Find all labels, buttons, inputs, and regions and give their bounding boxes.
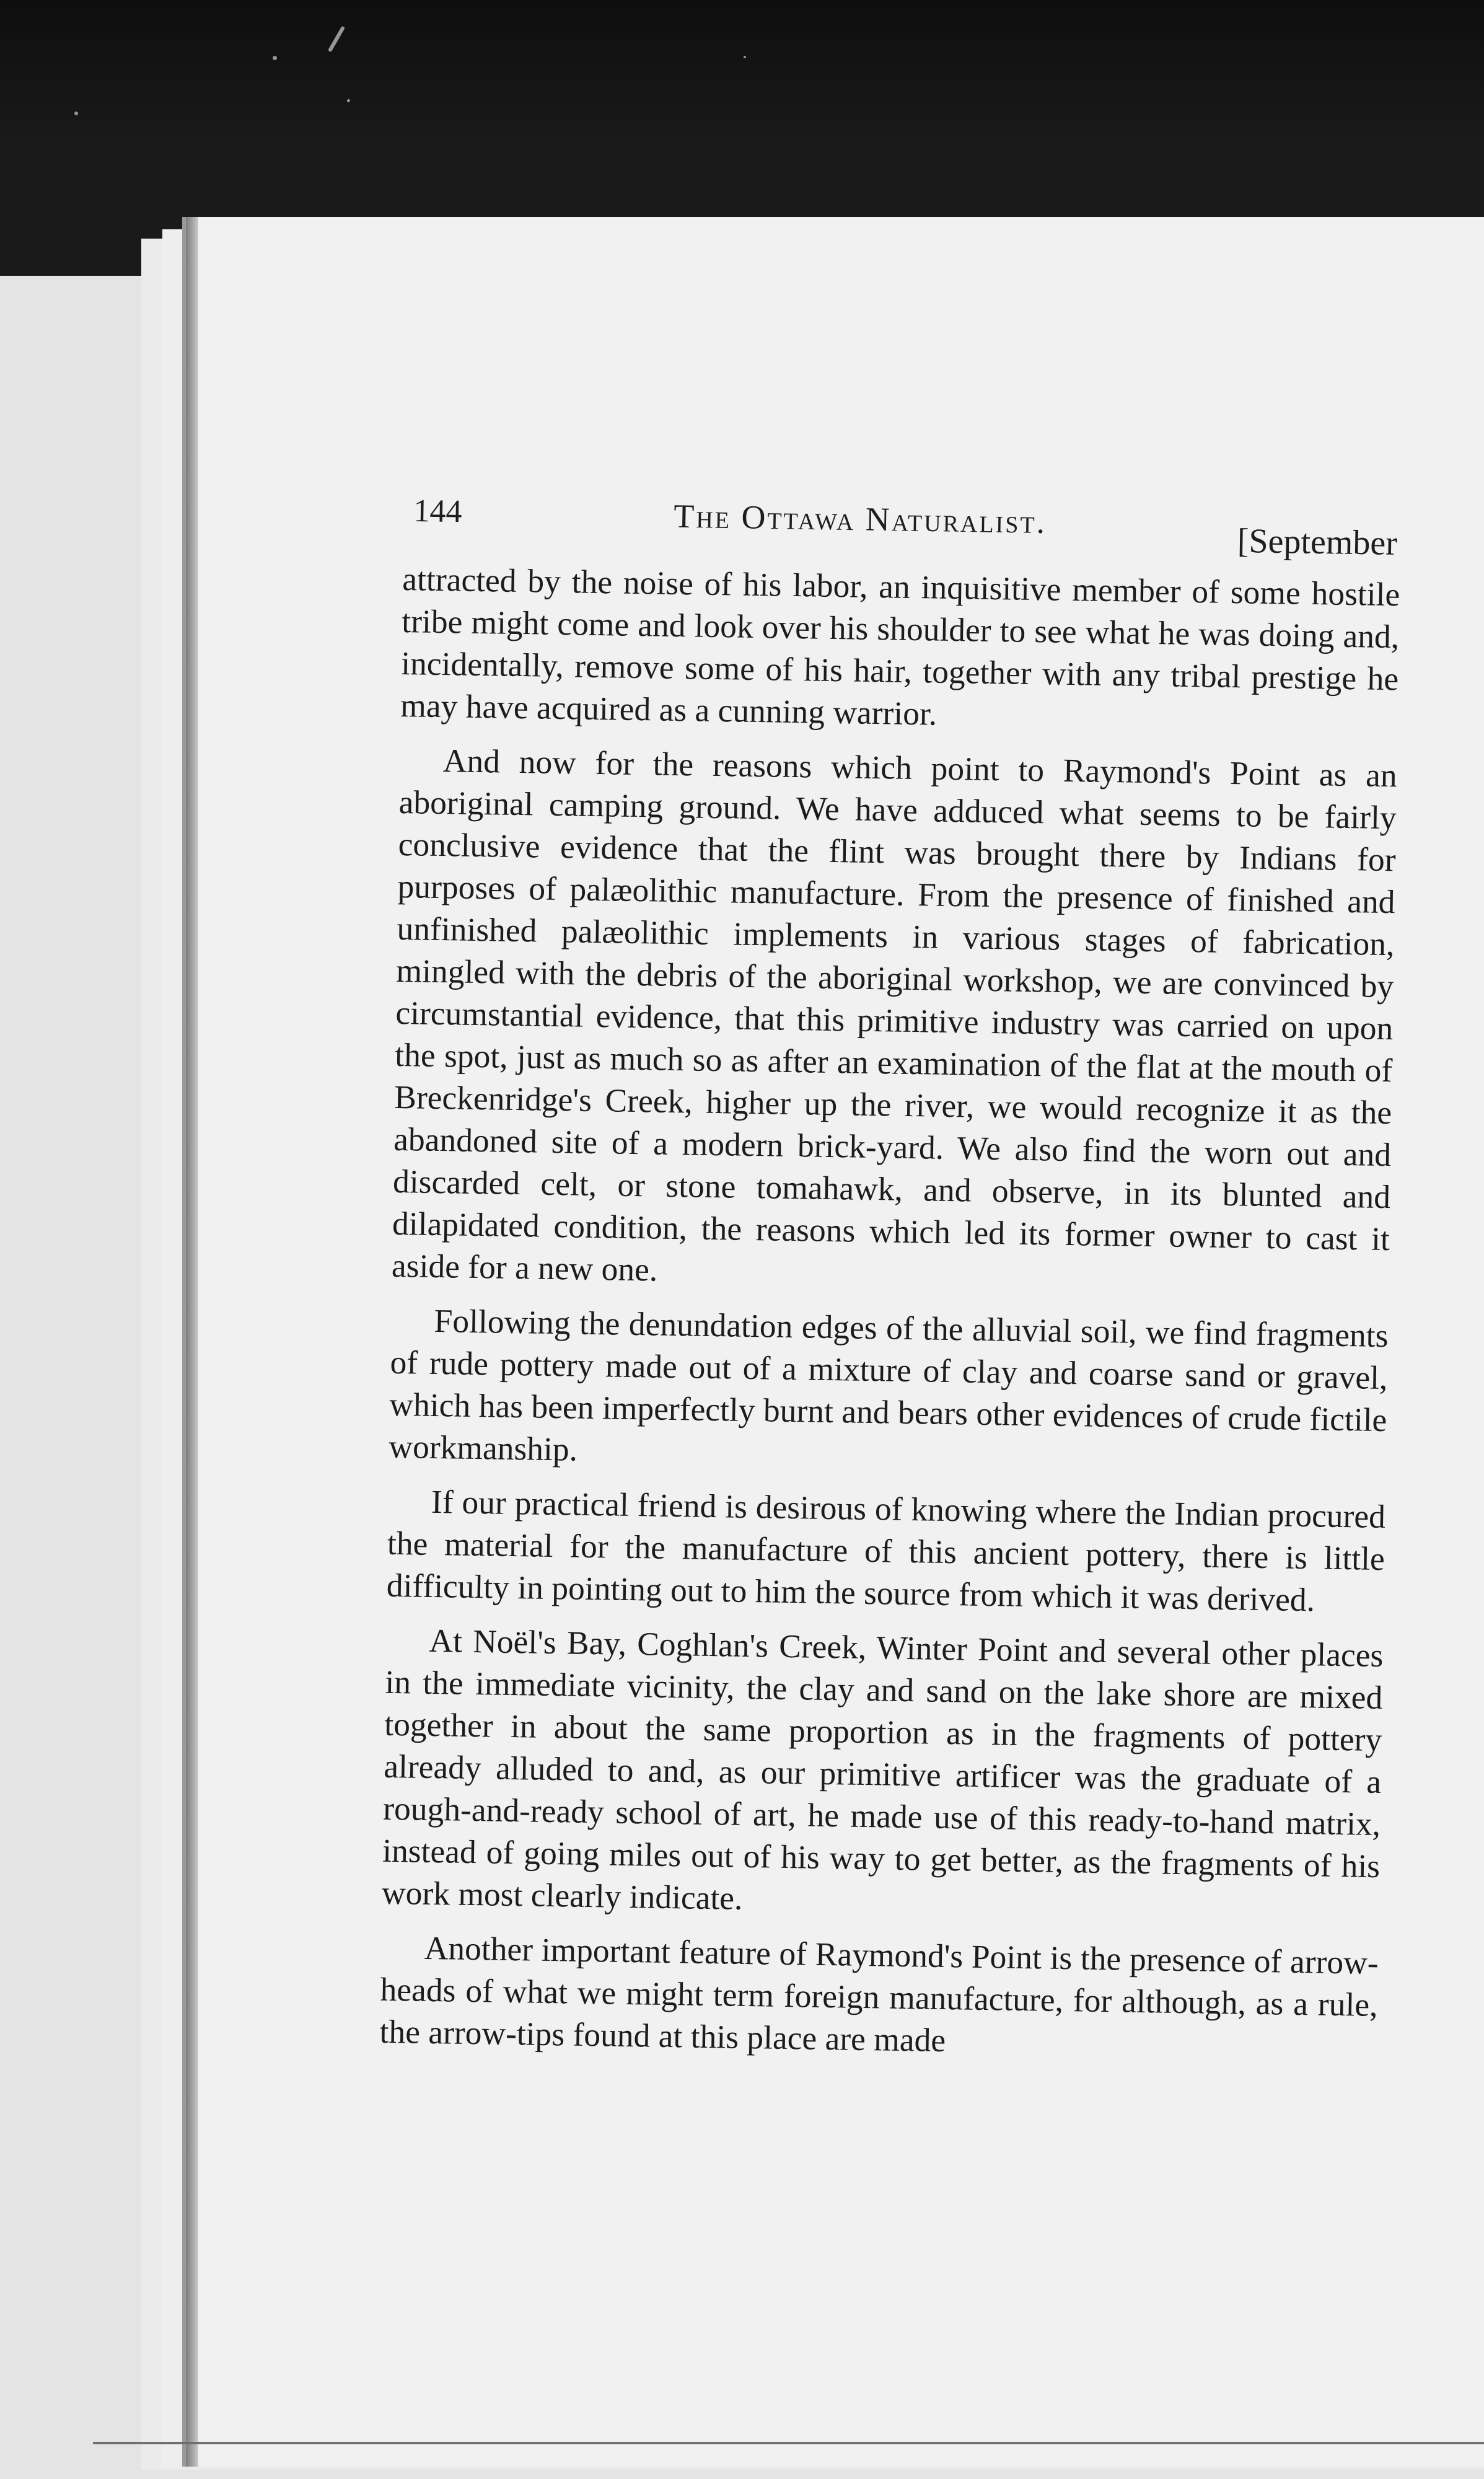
running-title: The Ottawa Naturalist.	[673, 497, 1047, 541]
page-bottom-edge	[93, 2442, 1484, 2444]
dust-speck	[744, 56, 746, 58]
paragraph: If our practical friend is desirous of knowing where the Indian procured the material for the manufacture of this ancient pottery, there is little difficulty in pointing out to him the source from which it was derived.	[386, 1482, 1386, 1619]
running-month: [September	[1237, 521, 1398, 563]
page-number: 144	[413, 493, 462, 530]
dust-speck	[347, 99, 350, 102]
paragraph: At Noël's Bay, Coghlan's Creek, Winter Point and several other places in the immediate vicinity, the clay and sand on the lake shore are mixed together in about the same proportion as in the fragments of pottery already alluded to and, as our primitive artificer was the graduate of a rough-and-ready school of art, he made use of this ready-to-hand matrix, instead of going miles out of his way to get better, as the fragments of his work most clearly indicate.	[381, 1621, 1384, 1917]
paragraph: Following the denundation edges of the alluvial soil, we find fragments of rude pottery made out of a mixture of clay and coarse sand or gravel, which has been imperfectly burnt and bears other evidences of crude fictile workmanship.	[389, 1301, 1389, 1468]
paragraph: Another important feature of Raymond's Point is the presence of arrow-heads of what we might term foreign manufacture, for although, as a rule, the arrow-tips found at this place are made	[379, 1929, 1379, 2059]
article-body	[379, 558, 1400, 2081]
dust-speck	[273, 56, 277, 60]
paragraph: attracted by the noise of his labor, an inquisitive member of some hostile tribe might come and look over his shoulder to see what he was doing and, incidentally, remove some of his hair, together with any tribal prestige he may have acquired as a cunning warrior.	[400, 560, 1400, 733]
dust-speck	[74, 112, 78, 115]
paragraph: And now for the reasons which point to Raymond's Point as an aboriginal camping ground. We have adduced what seems to be fairly conclusive evidence that the flint was brought there by Indians for purposes of palæolithic manufacture. From the presence of finished and unfinished palæolithic implements in various stages of fabrication, mingled with the debris of the aboriginal workshop, we are convinced by circumstantial evidence, that this primitive industry was carried on upon the spot, just as much so as after an examination of the flat at the mouth of Breckenridge's Creek, higher up the river, we would recognize it as the abandoned site of a modern brick-yard. We also find the worn out and discarded celt, or stone tomahawk, and observe, in its blunted and dilapidated condition, the reasons which led its former owner to cast it aside for a new one.	[391, 742, 1398, 1288]
page-binding-edge	[186, 217, 198, 2467]
